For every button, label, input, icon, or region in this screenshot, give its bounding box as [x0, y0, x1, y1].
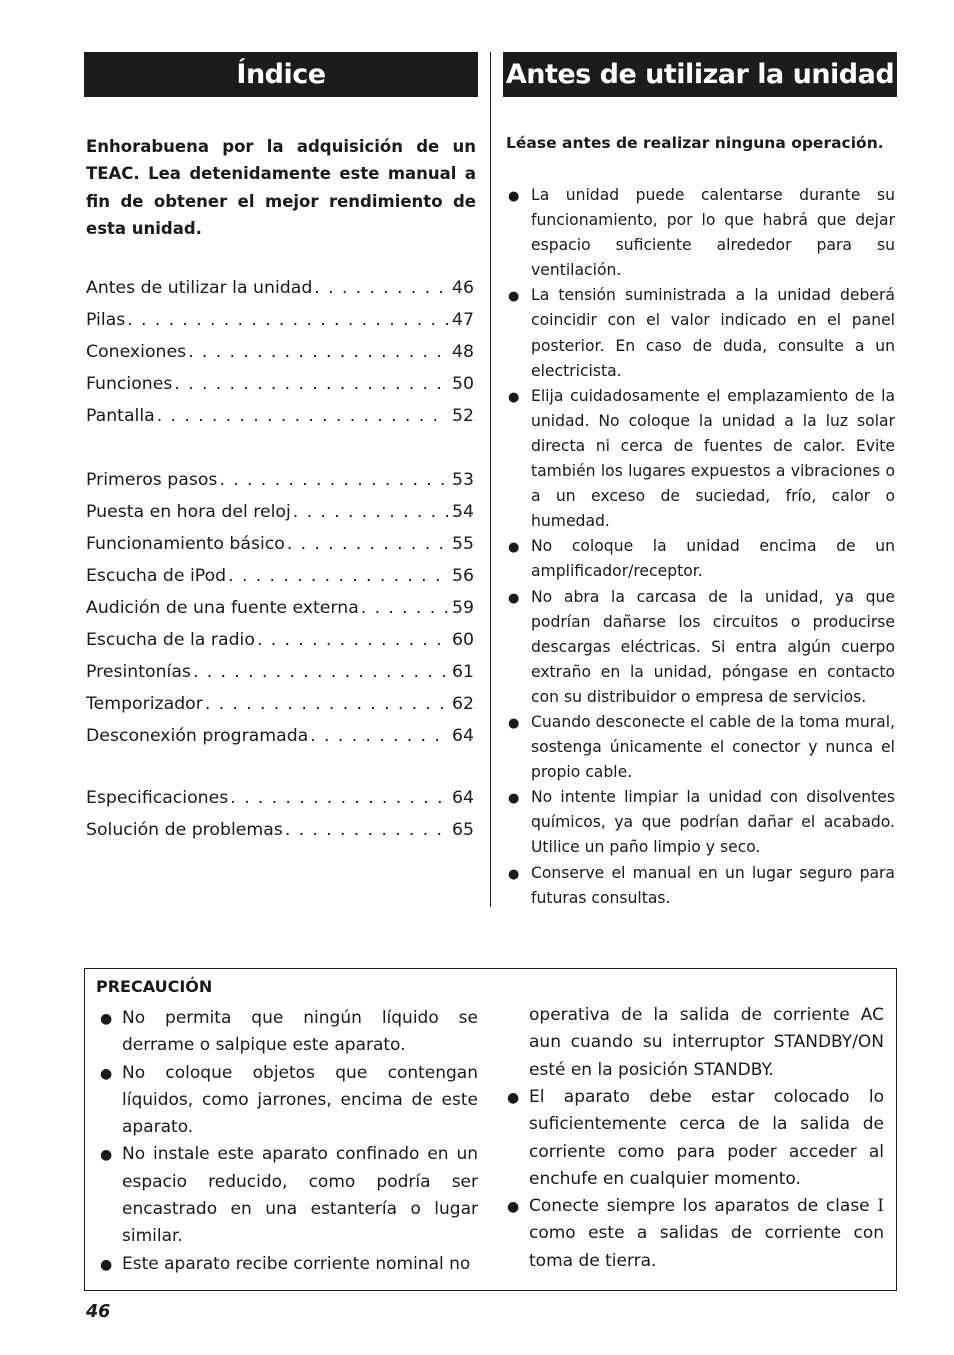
toc-leader-dots: [314, 276, 448, 300]
bullet-icon: ●: [100, 1065, 113, 1082]
toc-entry-page: 50: [452, 374, 474, 394]
page-number: 46: [86, 1302, 111, 1322]
column-divider: [490, 52, 491, 907]
toc-entry: [86, 532, 474, 564]
toc-entry-title: Escucha de la radio: [86, 630, 255, 650]
before-use-item-text: No coloque la unidad encima de un amplificador/receptor.: [531, 537, 895, 581]
toc-entry-title: Pantalla: [86, 406, 155, 426]
before-use-item-text: Cuando desconecte el cable de la toma mural, sostenga únicamente el conector y nunca el propio cable.: [531, 712, 895, 782]
before-use-item: [508, 585, 895, 710]
toc-entry-page: 60: [452, 630, 474, 650]
toc-entry-page: 55: [452, 534, 474, 554]
toc-leader-dots: [228, 564, 448, 588]
toc-entry-page: 61: [452, 662, 474, 682]
toc-leader-dots: [285, 818, 448, 842]
toc-leader-dots: [230, 786, 448, 810]
before-use-heading: Léase antes de realizar ninguna operación.: [506, 134, 884, 152]
bullet-icon: ●: [508, 791, 520, 807]
toc-entry-page: 59: [452, 598, 474, 618]
toc-entry-title: Conexiones: [86, 342, 187, 362]
toc-entry: [86, 786, 474, 818]
toc-entry: [86, 372, 474, 404]
toc-leader-dots: [193, 660, 448, 684]
toc-entry: [86, 276, 474, 308]
toc-entry-title: Puesta en hora del reloj: [86, 502, 291, 522]
toc-leader-dots: [219, 468, 448, 492]
bullet-icon: ●: [100, 1011, 113, 1027]
bullet-icon: ●: [100, 1256, 113, 1273]
toc-entry: [86, 818, 474, 850]
caution-item: [507, 1193, 884, 1275]
before-use-item-text: Elija cuidadosamente el emplazamiento de la unidad. No coloque la unidad a la luz solar directa ni cerca de fuentes de calor. Evite también los lugares expuestos a vibraciones o a un exceso de suciedad, frío, calor o humedad.: [531, 386, 895, 531]
caution-item-text: Conecte siempre los aparatos de clase I como este a salidas de corriente con toma de tierra.: [529, 1196, 884, 1271]
toc-entry: [86, 404, 474, 436]
toc-leader-dots: [127, 308, 448, 332]
toc-leader-dots: [157, 404, 448, 428]
toc-entry: [86, 692, 474, 724]
bullet-icon: ●: [507, 1090, 520, 1106]
toc-leader-dots: [257, 628, 448, 652]
toc-leader-dots: [174, 372, 448, 396]
class-roman-numeral: I: [877, 1196, 884, 1217]
toc-entry-title: Funcionamiento básico: [86, 534, 285, 554]
caution-list-left: [100, 1005, 478, 1278]
toc-entry-page: 54: [452, 502, 474, 522]
before-use-title-bar: [503, 52, 897, 97]
toc-entry-page: 62: [452, 694, 474, 714]
intro-paragraph: Enhorabuena por la adquisición de un TEAC. Lea detenidamente este manual a fin de obtener el mejor rendimiento de esta unidad.: [86, 137, 476, 238]
before-use-item: [508, 384, 895, 535]
caution-item: [507, 1084, 884, 1193]
toc-entry: [86, 660, 474, 692]
caution-continued-text: operativa de la salida de corriente AC aun cuando su interruptor STANDBY/ON esté en la posición STANDBY.: [529, 1005, 884, 1080]
toc-entry-title: Presintonías: [86, 662, 191, 682]
toc-leader-dots: [310, 724, 448, 748]
bullet-icon: ●: [508, 189, 520, 204]
toc-group-1: [86, 276, 474, 436]
bullet-icon: ●: [508, 540, 520, 556]
toc-entry-page: 53: [452, 470, 474, 490]
caution-item-text: Este aparato recibe corriente nominal no: [122, 1253, 471, 1274]
toc-leader-dots: [287, 532, 448, 556]
toc-entry: [86, 308, 474, 340]
toc-entry: [86, 340, 474, 372]
before-use-item-text: No abra la carcasa de la unidad, ya que podrían dañarse los circuitos o producirse descargas eléctricas. Si entra algún cuerpo extraño en la unidad, póngase en contacto con su distribuidor o empresa de servicios.: [531, 587, 895, 706]
toc-entry-title: Audición de una fuente externa: [86, 598, 359, 618]
caution-item: [100, 1251, 478, 1278]
bullet-icon: ●: [100, 1147, 113, 1164]
bullet-icon: ●: [508, 289, 520, 305]
toc-leader-dots: [293, 500, 448, 524]
toc-entry: [86, 596, 474, 628]
toc-entry-title: Primeros pasos: [86, 470, 218, 490]
toc-group-3: [86, 786, 474, 850]
toc-entry-page: 46: [452, 278, 474, 298]
before-use-title: Antes de utilizar la unidad: [505, 59, 895, 90]
toc-leader-dots: [361, 596, 448, 620]
caution-item: [100, 1060, 478, 1142]
caution-item: [100, 1005, 478, 1060]
toc-entry-title: Especificaciones: [86, 788, 229, 808]
before-use-item: [508, 710, 895, 785]
before-use-list: [508, 183, 895, 911]
toc-entry: [86, 724, 474, 756]
before-use-item: [508, 183, 895, 283]
bullet-icon: ●: [508, 866, 520, 882]
toc-entry: [86, 468, 474, 500]
index-title-bar: [84, 52, 478, 97]
toc-entry-page: 65: [452, 820, 474, 840]
toc-entry-page: 47: [452, 310, 474, 330]
bullet-icon: ●: [508, 715, 520, 731]
caution-item-text: No permita que ningún líquido se derrame o salpique este aparato.: [122, 1008, 478, 1056]
toc-entry-title: Antes de utilizar la unidad: [86, 278, 313, 298]
bullet-icon: ●: [507, 1199, 520, 1216]
index-title: Índice: [236, 59, 326, 90]
toc-entry-page: 56: [452, 566, 474, 586]
toc-entry: [86, 500, 474, 532]
caution-title: PRECAUCIÓN: [96, 977, 213, 996]
caution-item: [100, 1141, 478, 1250]
toc-entry-title: Escucha de iPod: [86, 566, 227, 586]
before-use-item-text: Conserve el manual en un lugar seguro para futuras consultas.: [531, 863, 895, 907]
caution-item-text: No instale este aparato confinado en un espacio reducido, como podría ser encastrado en una estantería o lugar similar.: [122, 1144, 478, 1247]
toc-entry-title: Temporizador: [86, 694, 203, 714]
before-use-item: [508, 861, 895, 911]
before-use-item-text: La tensión suministrada a la unidad deberá coincidir con el valor indicado en el panel posterior. En caso de duda, consulte a un electricista.: [531, 286, 895, 380]
toc-entry: [86, 564, 474, 596]
caution-list-right: [507, 1084, 884, 1275]
before-use-item: [508, 534, 895, 584]
bullet-icon: ●: [508, 389, 520, 405]
caution-item-text: El aparato debe estar colocado lo suficientemente cerca de la salida de corriente como para poder acceder al enchufe en cualquier momento.: [529, 1087, 884, 1189]
before-use-item-text: No intente limpiar la unidad con disolventes químicos, ya que podrían dañar el acabado. Utilice un paño limpio y seco.: [531, 788, 895, 857]
bullet-icon: ●: [508, 590, 520, 606]
toc-entry-title: Pilas: [86, 310, 126, 330]
before-use-item: [508, 283, 895, 383]
toc-entry-page: 64: [452, 726, 474, 746]
toc-entry-title: Solución de problemas: [86, 820, 283, 840]
toc-entry-page: 52: [452, 406, 474, 426]
toc-leader-dots: [188, 340, 448, 364]
before-use-item: [508, 785, 895, 860]
toc-group-2: [86, 468, 474, 756]
before-use-item-text: La unidad puede calentarse durante su funcionamiento, por lo que habrá que dejar espacio suficiente alrededor para su ventilación.: [531, 186, 895, 280]
toc-entry-title: Desconexión programada: [86, 726, 309, 746]
toc-entry-title: Funciones: [86, 374, 173, 394]
toc-entry-page: 48: [452, 342, 474, 362]
caution-item-text: No coloque objetos que contengan líquidos, como jarrones, encima de este aparato.: [122, 1062, 478, 1138]
toc-leader-dots: [205, 692, 448, 716]
toc-entry: [86, 628, 474, 660]
toc-entry-page: 64: [452, 788, 474, 808]
